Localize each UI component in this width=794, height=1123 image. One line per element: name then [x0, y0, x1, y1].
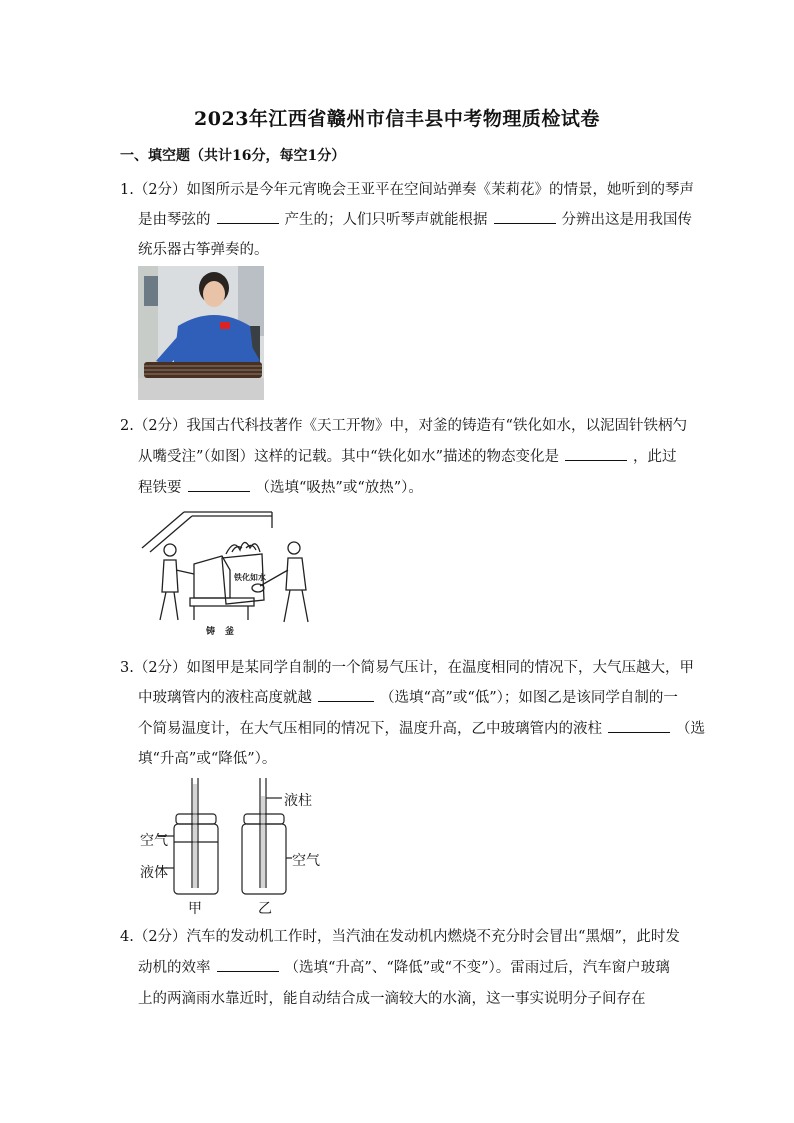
q4-line-3: 上的两滴雨水靠近时，能自动结合成一滴较大的水滴，这一事实说明分子间存在: [138, 991, 646, 1007]
q2-text-a: 从嘴受注”（如图）这样的记载。其中“铁化如水”描述的物态变化是: [138, 449, 559, 465]
q2-blank-2[interactable]: [188, 479, 250, 492]
label-air-jia: 空气: [140, 833, 168, 849]
q2-text-d: （选填“吸热”或“放热”）。: [255, 480, 423, 496]
q2-blank-1[interactable]: [565, 448, 627, 461]
q3-text-c: 个简易温度计，在大气压相同的情况下，温度升高，乙中玻璃管内的液柱: [138, 721, 602, 737]
q1-text-b: 产生的；人们只听琴声就能根据: [284, 212, 488, 228]
casting-fig-caption: 铸釜: [206, 627, 245, 637]
q1-text-c: 分辨出这是用我国传: [561, 212, 692, 228]
q3-line-1: 3.（2分）如图甲是某同学自制的一个简易气压计，在温度相同的情况下，大气压越大，甲: [120, 660, 695, 676]
q4-text-a: 动机的效率: [138, 960, 211, 976]
page-title: 2023年江西省赣州市信丰县中考物理质检试卷: [194, 108, 600, 130]
q3-blank-2[interactable]: [608, 720, 670, 733]
label-yi: 乙: [258, 901, 272, 917]
label-jia: 甲: [188, 901, 202, 917]
guzheng-photo: [138, 266, 264, 400]
label-column-yi: 液柱: [284, 793, 312, 809]
q4-line-1: 4.（2分）汽车的发动机工作时，当汽油在发动机内燃烧不充分时会冒出“黑烟”，此时发: [120, 929, 680, 945]
q1-blank-1[interactable]: [217, 211, 279, 224]
q3-line-3: [138, 717, 705, 738]
q1-text-a: 是由琴弦的: [138, 212, 211, 228]
q2-text-c: 程铁要: [138, 480, 182, 496]
section-heading: 一、填空题（共计16分，每空1分）: [120, 148, 346, 164]
label-air-yi: 空气: [292, 853, 320, 869]
q3-line-2: [138, 686, 678, 707]
q3-text-b: （选填“高”或“低”）；如图乙是该同学自制的一: [380, 690, 678, 706]
q1-line-2: [138, 208, 692, 229]
casting-fig-text: 铁化如水: [234, 572, 266, 582]
q4-text-b: （选填“升高”、“降低”或“不变”）。雷雨过后，汽车窗户玻璃: [284, 960, 670, 976]
q2-line-3: [138, 476, 423, 497]
casting-illustration: [138, 508, 338, 638]
q2-text-b: ，此过: [633, 449, 677, 465]
q3-line-4: 填“升高”或“降低”）。: [138, 751, 277, 767]
q1-blank-2[interactable]: [494, 211, 556, 224]
q2-line-2: [138, 445, 677, 466]
q3-text-d: （选: [676, 721, 705, 737]
q3-text-a: 中玻璃管内的液柱高度就越: [138, 690, 312, 706]
q3-blank-1[interactable]: [318, 689, 374, 702]
q4-line-2: [138, 956, 670, 977]
q1-line-1: 1.（2分）如图所示是今年元宵晚会王亚平在空间站弹奏《茉莉花》的情景，她听到的琴声: [120, 182, 695, 198]
label-liquid-jia: 液体: [140, 865, 168, 881]
q2-line-1: 2.（2分）我国古代科技著作《天工开物》中，对釜的铸造有“铁化如水，以泥固针铁柄勺: [120, 418, 687, 434]
q1-line-3: 统乐器古筝弹奏的。: [138, 242, 269, 258]
q4-blank-1[interactable]: [217, 959, 279, 972]
